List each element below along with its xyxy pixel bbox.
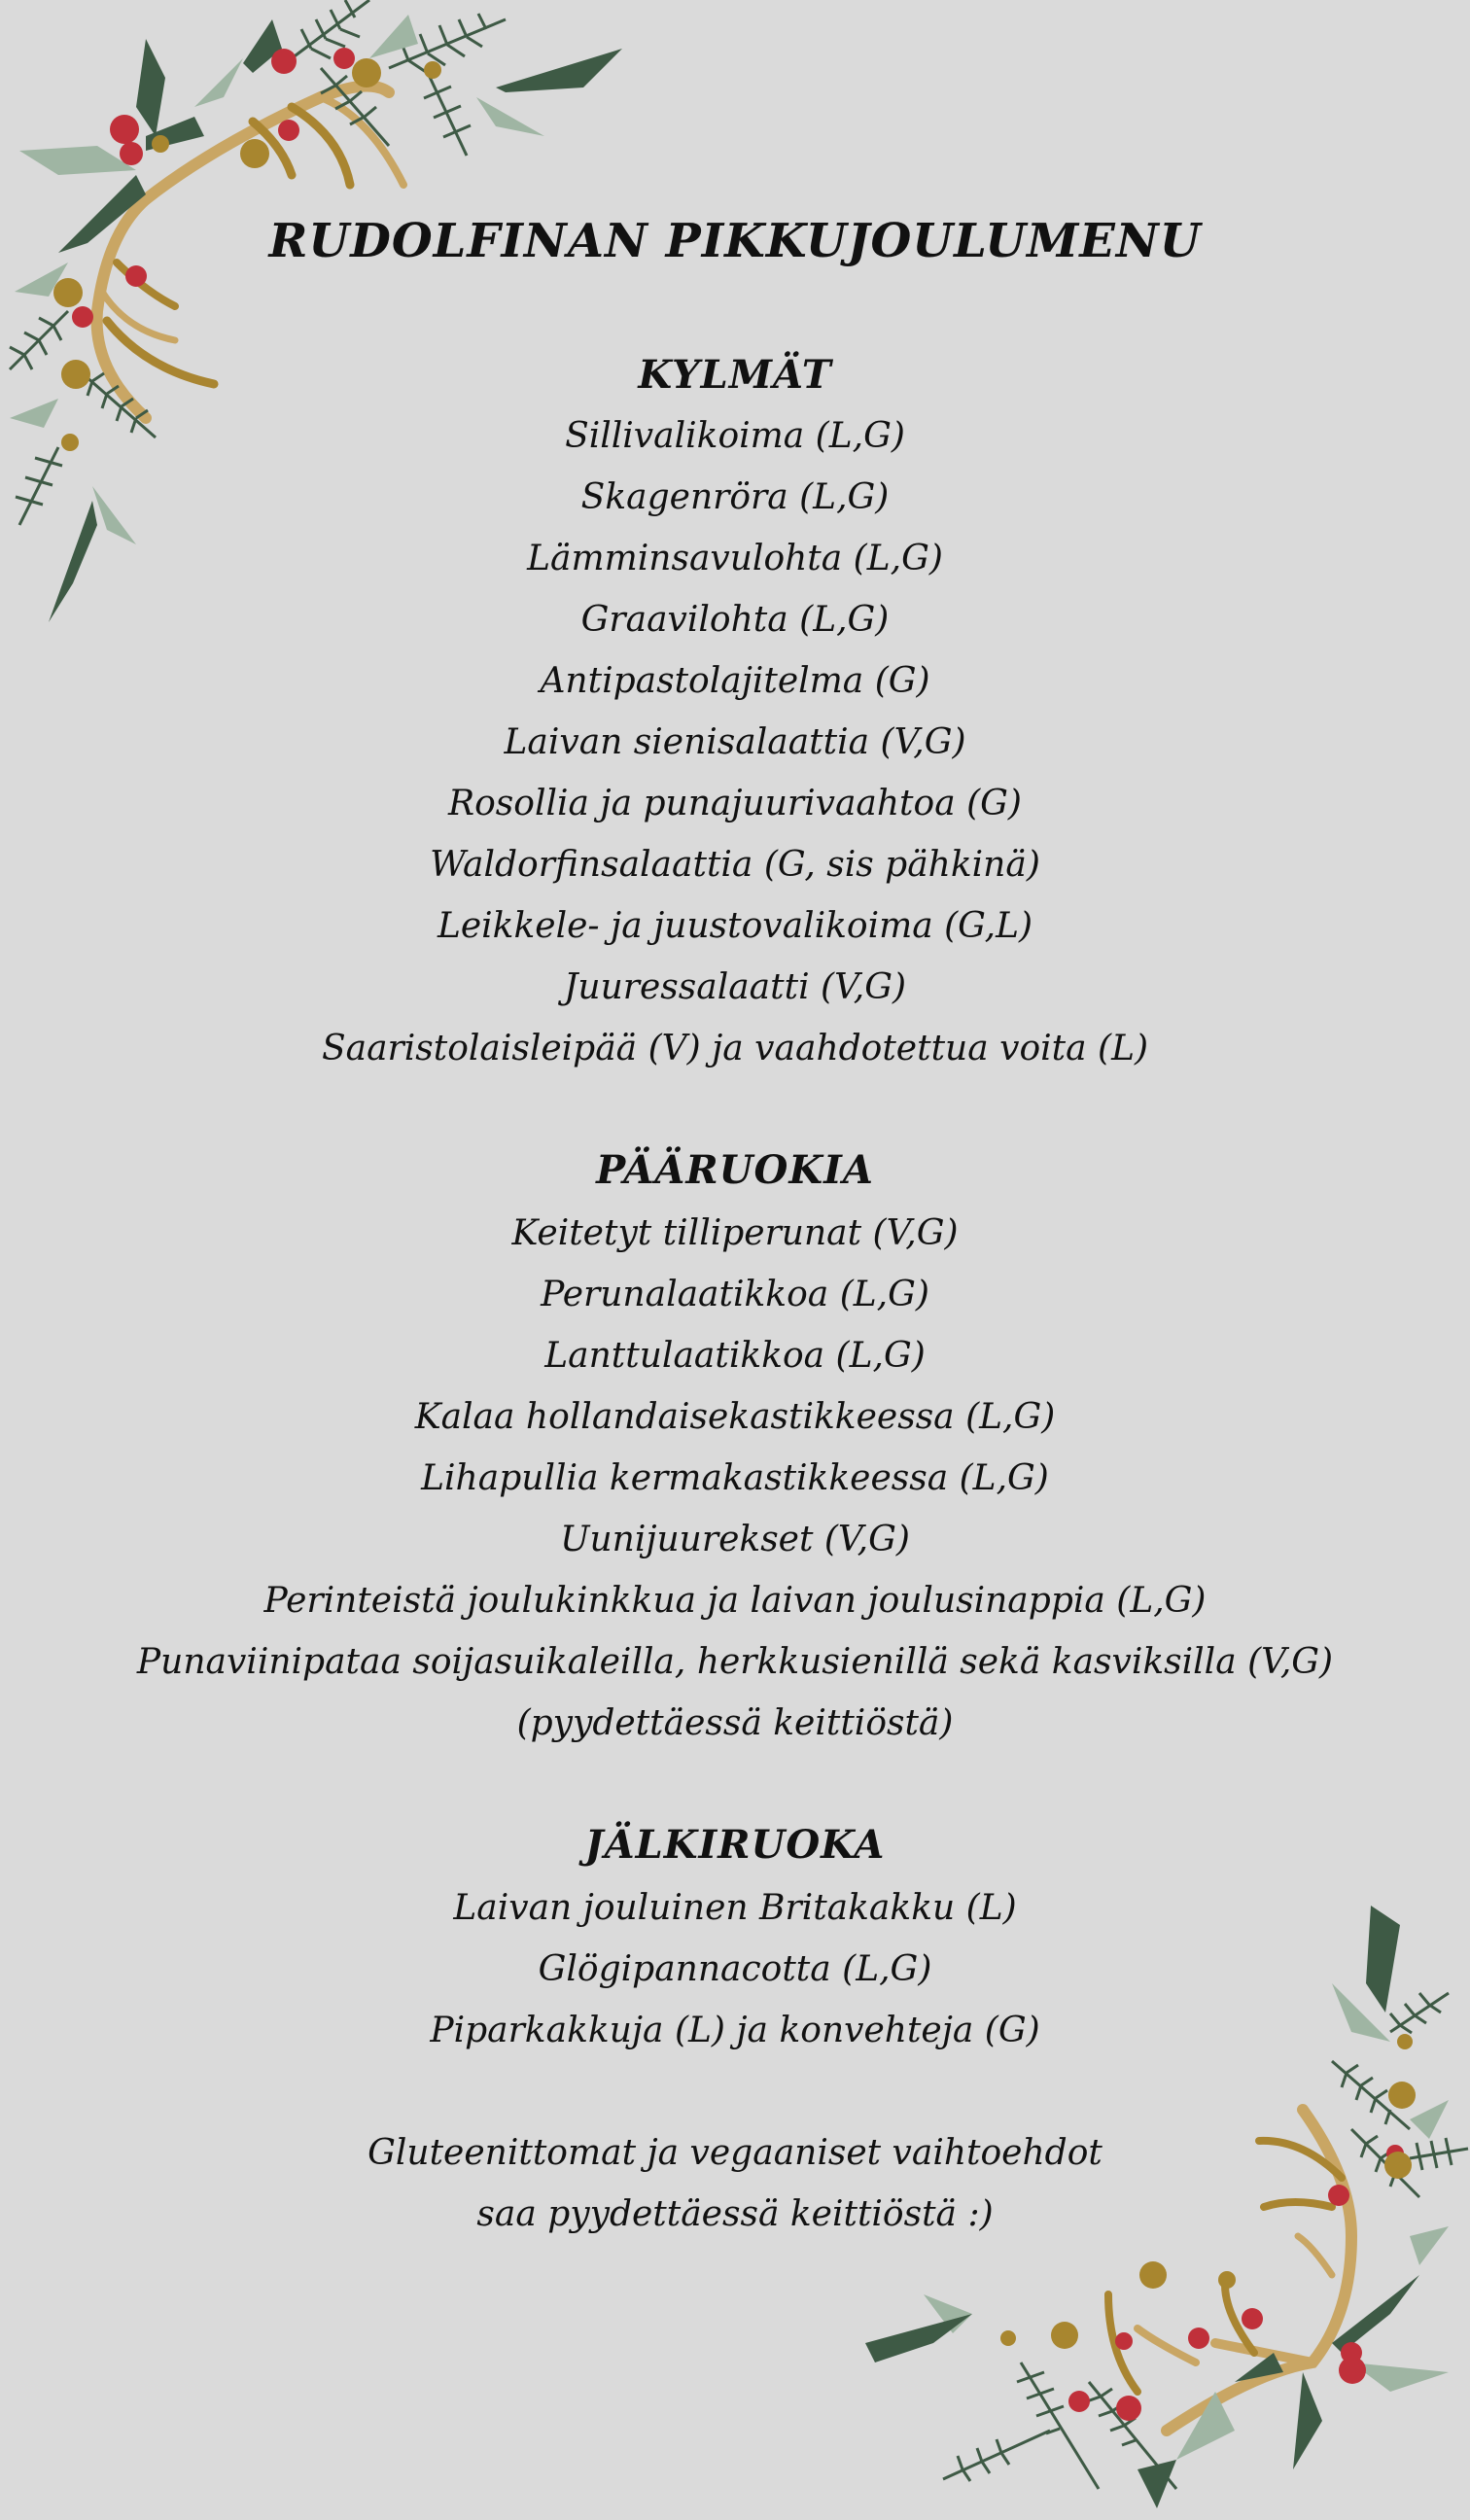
menu-item: Glögipannacotta (L,G) — [538, 1949, 932, 1989]
section-heading-kylmat: KYLMÄT — [638, 352, 832, 398]
menu-item: Laivan jouluinen Britakakku (L) — [453, 1888, 1017, 1928]
menu-item: Graavilohta (L,G) — [580, 600, 890, 640]
menu-item-note: (pyydettäessä keittiöstä) — [516, 1703, 954, 1743]
menu-item: Rosollia ja punajuurivaahtoa (G) — [448, 784, 1022, 823]
menu-item: Laivan sienisalaattia (V,G) — [504, 722, 966, 762]
menu-item: Waldorfinsalaattia (G, sis pähkinä) — [430, 845, 1040, 885]
menu-item: Perinteistä joulukinkkua ja laivan joulusinappia (L,G) — [263, 1581, 1207, 1621]
menu-item: Sillivalikoima (L,G) — [565, 416, 905, 456]
menu-item: Skagenröra (L,G) — [580, 477, 890, 517]
menu-title: RUDOLFINAN PIKKUJOULUMENU — [268, 214, 1202, 268]
menu-item: Lihapullia kermakastikkeessa (L,G) — [421, 1458, 1049, 1498]
menu-item: Lanttulaatikkoa (L,G) — [544, 1336, 926, 1376]
section-heading-jalkiruoka: JÄLKIRUOKA — [584, 1822, 886, 1868]
menu-item: Lämminsavulohta (L,G) — [527, 539, 943, 578]
menu-item: Piparkakkuja (L) ja konvehteja (G) — [430, 2011, 1040, 2050]
menu-item: Kalaa hollandaisekastikkeessa (L,G) — [414, 1397, 1056, 1437]
footer-note-line: Gluteenittomat ja vegaaniset vaihtoehdot — [368, 2133, 1102, 2173]
menu-item: Saaristolaisleipää (V) ja vaahdotettua voita (L) — [321, 1029, 1149, 1068]
menu-item: Uunijuurekset (V,G) — [560, 1520, 910, 1559]
menu-item: Antipastolajitelma (G) — [540, 661, 930, 701]
menu-item: Punaviinipataa soijasuikaleilla, herkkusienillä sekä kasviksilla (V,G) — [136, 1642, 1334, 1682]
menu-item: Perunalaatikkoa (L,G) — [541, 1275, 929, 1314]
menu-item: Juuressalaatti (V,G) — [563, 967, 907, 1007]
menu-item: Keitetyt tilliperunat (V,G) — [511, 1213, 959, 1253]
menu-item: Leikkele- ja juustovalikoima (G,L) — [437, 906, 1033, 946]
footer-note-line: saa pyydettäessä keittiöstä :) — [476, 2194, 994, 2234]
section-heading-paaruokia: PÄÄRUOKIA — [596, 1147, 874, 1193]
